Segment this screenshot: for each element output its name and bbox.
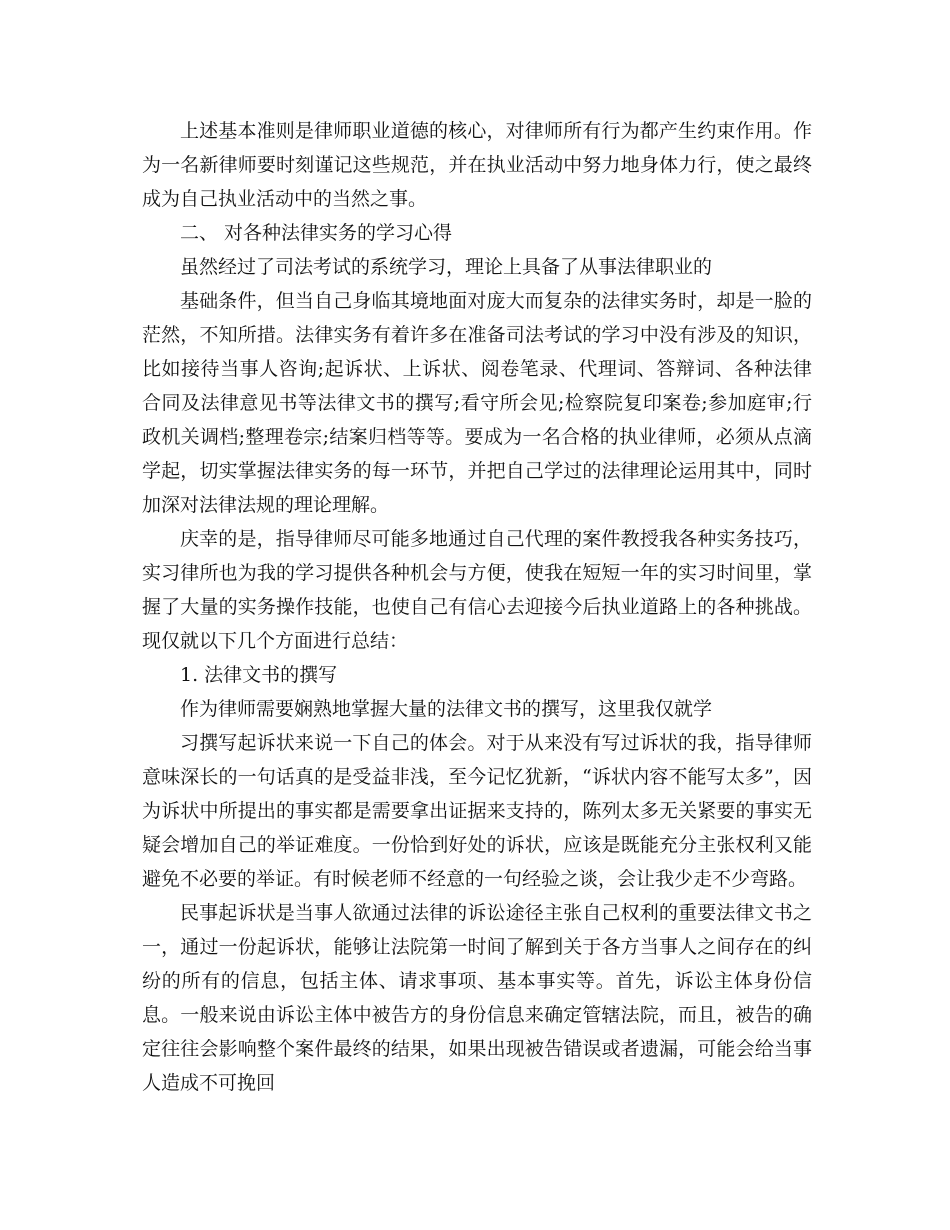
- paragraph-practice-details: 基础条件，但当自己身临其境地面对庞大而复杂的法律实务时，却是一脸的茫然，不知所措。法律实务有着许多在准备司法考试的学习中没有涉及的知识，比如接待当事人咨询;起诉状、上诉状、阅卷笔录、代理词、答辩词、各种法律合同及法律意见书等法律文书的撰写;看守所会见;检察院复印案卷;参加庭审;行政机关调档;整理卷宗;结案归档等等。要成为一名合格的执业律师，必须从点滴学起，切实掌握法律实务的每一环节，并把自己学过的法律理论运用其中，同时加深对法律法规的理论理解。: [142, 290, 812, 516]
- paragraph-complaint-experience: 习撰写起诉状来说一下自己的体会。对于从来没有写过诉状的我，指导律师意味深长的一句话真的是受益非浅，至今记忆犹新，“诉状内容不能写太多”，因为诉状中所提出的事实都是需要拿出证据来支持的，陈列太多无关紧要的事实无疑会增加自己的举证难度。一份恰到好处的诉状，应该是既能充分主张权利又能避免不必要的举证。有时候老师不经意的一句经验之谈，会让我少走不少弯路。: [142, 732, 812, 890]
- paragraph-core-principles: 上述基本准则是律师职业道德的核心，对律师所有行为都产生约束作用。作为一名新律师要时刻谨记这些规范，并在执业活动中努力地身体力行，使之最终成为自己执业活动中的当然之事。: [142, 120, 812, 210]
- section-heading-practice: 二、 对各种法律实务的学习心得: [180, 222, 453, 244]
- subheading-legal-documents: 1. 法律文书的撰写: [180, 664, 338, 686]
- paragraph-mentor-thanks: 庆幸的是，指导律师尽可能多地通过自己代理的案件教授我各种实务技巧，实习律所也为我的学习提供各种机会与方便，使我在短短一年的实习时间里，掌握了大量的实务操作技能，也使自己有信心去迎接今后执业道路上的各种挑战。现仅就以下几个方面进行总结：: [142, 528, 812, 652]
- paragraph-exam-intro: 虽然经过了司法考试的系统学习，理论上具备了从事法律职业的: [180, 256, 713, 278]
- paragraph-civil-complaint: 民事起诉状是当事人欲通过法律的诉讼途径主张自己权利的重要法律文书之一，通过一份起诉状，能够让法院第一时间了解到关于各方当事人之间存在的纠纷的所有的信息，包括主体、请求事项、基本事实等。首先，诉讼主体身份信息。一般来说由诉讼主体中被告方的身份信息来确定管辖法院，而且，被告的确定往往会影响整个案件最终的结果，如果出现被告错误或者遗漏，可能会给当事人造成不可挽回: [142, 902, 812, 1094]
- paragraph-documents-intro: 作为律师需要娴熟地掌握大量的法律文书的撰写，这里我仅就学: [180, 698, 713, 720]
- document-page: [142, 114, 812, 1100]
